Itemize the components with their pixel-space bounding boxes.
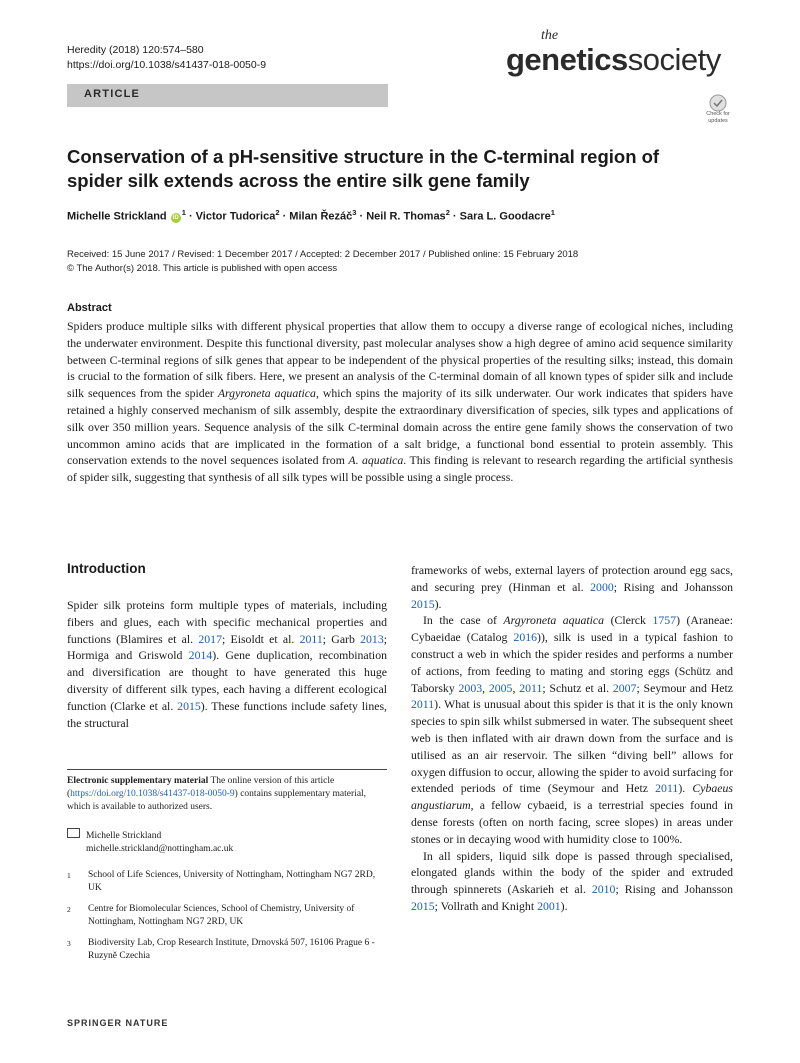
author-name: Sara L. Goodacre [459, 210, 551, 223]
publication-dates [67, 248, 578, 276]
citation-link[interactable]: 2015 [177, 698, 201, 713]
affiliation-number: 3 [67, 939, 71, 948]
citation-link[interactable]: 2005 [488, 680, 513, 695]
check-updates-label: Check for updates [706, 111, 730, 124]
citation-link[interactable]: 2013 [360, 631, 384, 646]
species-name: Argyroneta aquatica [217, 386, 316, 401]
citation-link[interactable]: 2011 [519, 680, 543, 695]
note-label: Electronic supplementary material [67, 776, 209, 786]
citation-link[interactable]: 2011 [299, 631, 323, 646]
intro-right-column [411, 562, 733, 915]
author-affiliation: 1 [550, 208, 555, 217]
history-dates: Received: 15 June 2017 / Revised: 1 December 2017 / Accepted: 2 December 2017 / Published online: 15 February 2018 [67, 249, 579, 260]
citation-link[interactable]: 2014 [188, 648, 213, 663]
citation-link[interactable]: 1757 [652, 613, 677, 628]
author-name: Michelle Strickland [67, 210, 167, 223]
society-logo-the: the [541, 28, 559, 43]
affiliation-text: School of Life Sciences, University of Nottingham, Nottingham NG7 2RD, UK [88, 870, 376, 893]
affiliation-text: Centre for Biomolecular Sciences, School of Chemistry, University of Nottingham, Nottingham NG7 2RD, UK [88, 904, 355, 927]
author-name: Milan Řezáč [289, 210, 353, 223]
citation-link[interactable]: 2000 [590, 579, 614, 594]
abstract-part: , which spins the majority of its silk underwater. Our work indicates that spiders have retained a highly conserved mechanism of silk assembly, despite the extraordinary diversification of species, silk types and applications of silk over 350 million years. Sequence analysis of the silk C-terminal domain across the entire gene family shows the conservation of two uncommon amino acids that are implicated in the formation of a salt bridge, a functional bond essential to protein assembly. This conservation extends to the novel sequences isolated from [67, 386, 734, 468]
citation-link[interactable]: 2015 [411, 898, 435, 913]
supplementary-link[interactable]: https://doi.org/10.1038/s41437-018-0050-9 [70, 789, 235, 799]
paragraph: In all spiders, liquid silk dope is passed through specialised, elongated glands within the body of the spider and extruded through spinnerets (Askarieh et al. 2010; Rising and Johansson 2015; Vollrath and Knight 2001). [411, 848, 733, 913]
logo-genetics: genetics [506, 42, 628, 77]
citation-link[interactable]: 2015 [411, 596, 435, 611]
orcid-icon[interactable]: iD [172, 214, 179, 221]
intro-left-column [67, 597, 387, 731]
affiliation [67, 903, 387, 929]
section-label: ARTICLE [84, 88, 141, 100]
citation-link[interactable]: 2007 [612, 680, 637, 695]
affiliation-number: 2 [67, 905, 71, 914]
species-name: A. aquatica [348, 453, 404, 468]
contact-name: Michelle Strickland [86, 831, 162, 841]
citation-link[interactable]: 2010 [591, 882, 616, 897]
copyright-line: © The Author(s) 2018. This article is published with open access [67, 263, 338, 274]
society-logo [506, 43, 721, 77]
paragraph: frameworks of webs, external layers of protection around egg sacs, and securing prey (Hinman et al. 2000; Rising and Johansson 2015). [411, 563, 733, 611]
corresponding-author [67, 828, 387, 856]
author-list: Michelle Strickland $iD^1$ · Victor Tudorica$^2$ · Milan Řezáč$^3$ · Neil R. Thomas$^2$ · Sara L. Goodacre$^1$ [67, 208, 555, 223]
citation-link[interactable]: 2016 [513, 630, 538, 645]
citation-link[interactable]: 2017 [198, 631, 222, 646]
envelope-icon [67, 828, 80, 838]
citation-link[interactable]: 2011 [411, 697, 435, 712]
author-affiliation: 2 [275, 208, 280, 217]
supplementary-note: Electronic supplementary material The online version of this article (https://doi.org/10.1038/s41437-018-0050-9) contains supplementary material, which is available to authorized users. [67, 776, 367, 812]
footnote-divider [67, 769, 387, 770]
contact-email[interactable]: michelle.strickland@nottingham.ac.uk [86, 844, 234, 854]
citation-link[interactable]: 2003 [458, 680, 483, 695]
publisher-logo: SPRINGER NATURE [67, 1018, 169, 1028]
journal-info [67, 43, 266, 73]
author-name: Victor Tudorica [195, 210, 276, 223]
affiliation-number: 1 [67, 871, 71, 880]
abstract-part: Spiders produce multiple silks with different physical properties that allow them to occupy a diverse range of ecological niches, including the underwater environment. Despite this functional diversity, past molecular analyses show a high degree of amino acid sequence similarity between C-terminal regions of silk genes that appear to be independent of the physical properties of the resulting silks; instead, this domain is crucial to the formation of silk fibers. Here, we present an analysis of the C-terminal domain of all known types of spider silk and include silk sequences from the spider [67, 319, 733, 401]
abstract-part: . This finding is relevant to research regarding the artificial synthesis of spider silk, suggesting that synthesis of all silk types will be possible using a single process. [67, 453, 733, 485]
logo-society: society [627, 42, 721, 77]
abstract-text [67, 318, 733, 486]
citation-link[interactable]: 2011 [655, 781, 679, 796]
journal-citation: Heredity (2018) 120:574–580 [67, 44, 204, 56]
author-affiliation: 3 [352, 208, 357, 217]
citation-link[interactable]: 2001 [537, 898, 561, 913]
author-affiliation: 1 [181, 208, 186, 217]
paragraph: Spider silk proteins form multiple types of materials, including fibers and glues, each with specific mechanical properties and functions (Blamires et al. 2017; Eisoldt et al. 2011; Garb 2013; Hormiga and Griswold 2014). Gene duplication, recombination and diversification are thought to have generated this huge diversity of different silk types, each having a different ecological function (Clarke et al. 2015). These functions include safety lines, the structural [67, 598, 387, 730]
affiliation [67, 937, 387, 963]
paragraph: In the case of Argyroneta aquatica (Clerck 1757) (Araneae: Cybaeidae (Catalog 2016)), silk is used in a typical fashion to construct a web in which the spider resides and performs a number of actions, from feeding to mating and storing eggs (Schütz and Taborsky 2003, 2005, 2011; Schutz et al. 2007; Seymour and Hetz 2011). What is unusual about this spider is that it is the only known species to spin silk whilst submersed in water. The subsequent sheet web is then inflated with air drawn down from the surface and is utilised as an air reservoir. The silken “diving bell” allows for oxygen diffusion to occur, allowing the spider to avoid surfacing for extended periods of time (Seymour and Hetz 2011). Cybaeus angustiarum, a fellow cybaeid, is a terrestrial species found in dense forests (often on north facing, scree slopes) in areas under stones or in decaying wood with humidity close to 100%. [411, 613, 734, 846]
article-title: Conservation of a pH-sensitive structure in the C-terminal region of spider silk extends across the entire silk gene family [67, 146, 660, 191]
introduction-heading: Introduction [67, 561, 146, 576]
author-name: Neil R. Thomas [366, 210, 446, 223]
author-affiliation: 2 [445, 208, 450, 217]
affiliation [67, 869, 387, 895]
journal-doi[interactable]: https://doi.org/10.1038/s41437-018-0050-9 [67, 59, 267, 71]
abstract-heading: Abstract [67, 302, 112, 314]
affiliation-text: Biodiversity Lab, Crop Research Institute, Drnovská 507, 16106 Prague 6 - Ruzyně Czechia [88, 938, 375, 961]
